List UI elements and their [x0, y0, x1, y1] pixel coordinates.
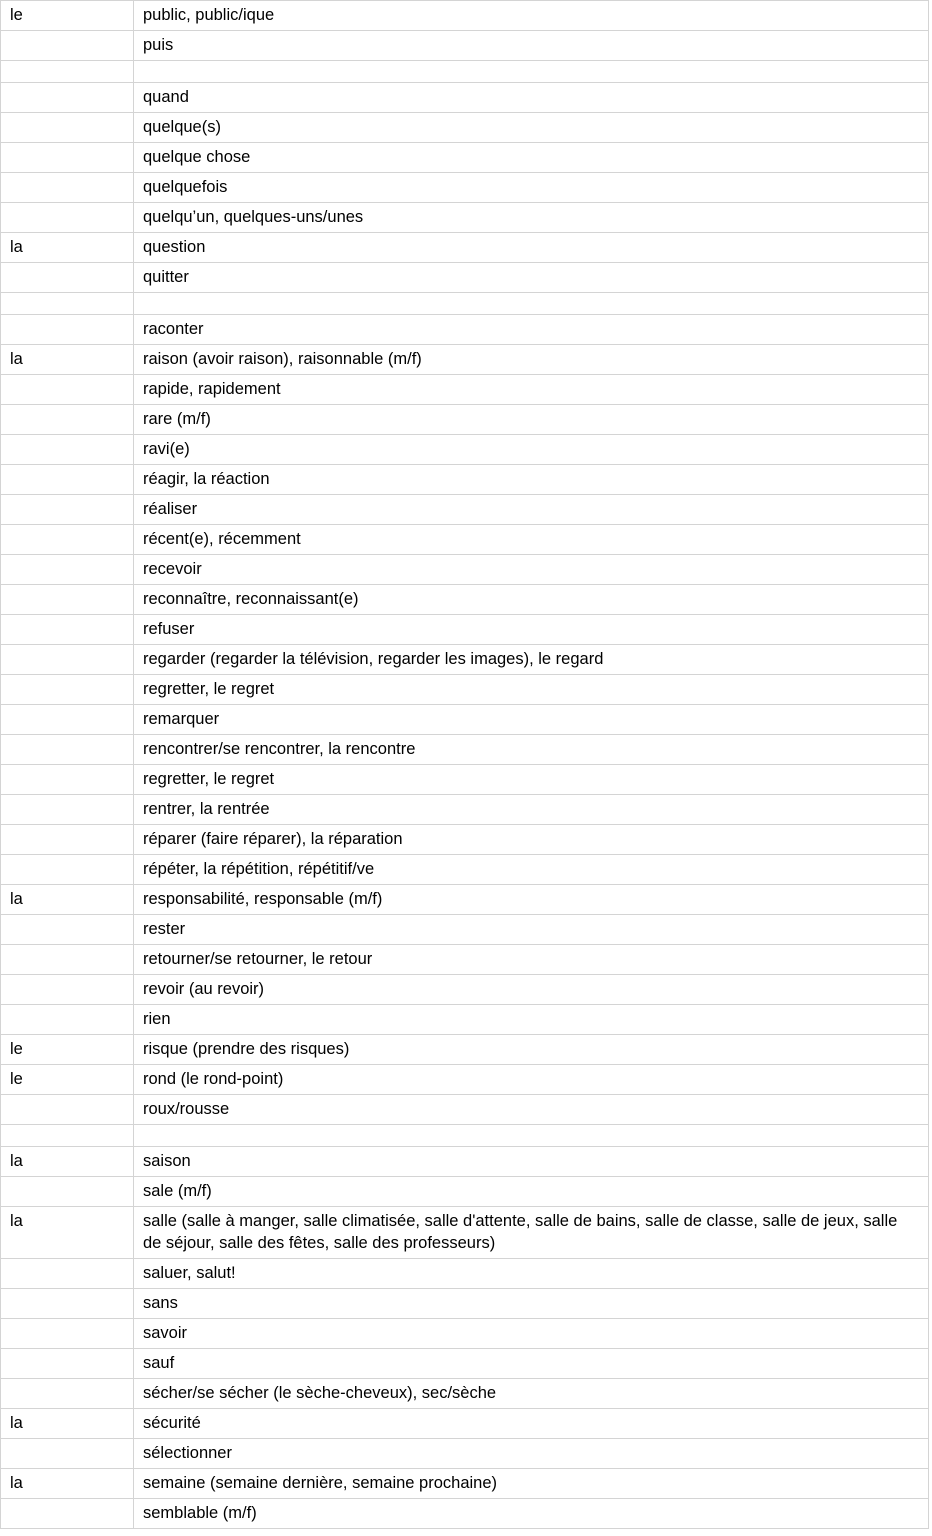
article-cell	[1, 705, 134, 735]
term-cell: ravi(e)	[134, 435, 929, 465]
article-cell	[1, 645, 134, 675]
table-row	[1, 315, 929, 345]
term-cell	[134, 61, 929, 83]
article-cell	[1, 465, 134, 495]
table-row	[1, 945, 929, 975]
article-cell: la	[1, 1469, 134, 1499]
table-row	[1, 1379, 929, 1409]
term-cell: regarder (regarder la télévision, regarder les images), le regard	[134, 645, 929, 675]
article-cell: la	[1, 1409, 134, 1439]
article-cell	[1, 315, 134, 345]
term-cell: savoir	[134, 1319, 929, 1349]
term-cell: rencontrer/se rencontrer, la rencontre	[134, 735, 929, 765]
term-cell: rond (le rond-point)	[134, 1065, 929, 1095]
term-cell: saison	[134, 1147, 929, 1177]
table-row	[1, 1469, 929, 1499]
table-row	[1, 233, 929, 263]
vocabulary-table-body	[1, 1, 929, 1529]
table-row	[1, 1035, 929, 1065]
term-cell: reconnaître, reconnaissant(e)	[134, 585, 929, 615]
term-cell: quitter	[134, 263, 929, 293]
term-cell: risque (prendre des risques)	[134, 1035, 929, 1065]
article-cell	[1, 585, 134, 615]
table-row	[1, 1147, 929, 1177]
term-cell: quand	[134, 83, 929, 113]
article-cell	[1, 435, 134, 465]
term-cell: roux/rousse	[134, 1095, 929, 1125]
table-row	[1, 495, 929, 525]
term-cell: responsabilité, responsable (m/f)	[134, 885, 929, 915]
table-row	[1, 405, 929, 435]
table-row	[1, 885, 929, 915]
table-row	[1, 1289, 929, 1319]
table-row	[1, 975, 929, 1005]
article-cell	[1, 143, 134, 173]
table-row	[1, 31, 929, 61]
term-cell: quelquefois	[134, 173, 929, 203]
article-cell	[1, 1319, 134, 1349]
table-row	[1, 203, 929, 233]
term-cell: retourner/se retourner, le retour	[134, 945, 929, 975]
article-cell	[1, 203, 134, 233]
term-cell: réparer (faire réparer), la réparation	[134, 825, 929, 855]
article-cell	[1, 1177, 134, 1207]
article-cell	[1, 1095, 134, 1125]
table-row	[1, 585, 929, 615]
term-cell: refuser	[134, 615, 929, 645]
article-cell	[1, 61, 134, 83]
table-row	[1, 645, 929, 675]
article-cell	[1, 825, 134, 855]
article-cell: le	[1, 1065, 134, 1095]
article-cell	[1, 83, 134, 113]
table-row	[1, 83, 929, 113]
term-cell: raison (avoir raison), raisonnable (m/f)	[134, 345, 929, 375]
term-cell: puis	[134, 31, 929, 61]
article-cell	[1, 615, 134, 645]
article-cell	[1, 1259, 134, 1289]
table-row	[1, 855, 929, 885]
term-cell: sans	[134, 1289, 929, 1319]
term-cell: public, public/ique	[134, 1, 929, 31]
term-cell: raconter	[134, 315, 929, 345]
article-cell: la	[1, 345, 134, 375]
article-cell	[1, 1499, 134, 1529]
article-cell	[1, 293, 134, 315]
table-row	[1, 1065, 929, 1095]
term-cell: quelqu’un, quelques-uns/unes	[134, 203, 929, 233]
table-row	[1, 615, 929, 645]
table-row	[1, 1005, 929, 1035]
article-cell	[1, 735, 134, 765]
table-row	[1, 525, 929, 555]
table-row	[1, 915, 929, 945]
table-row	[1, 1095, 929, 1125]
table-row	[1, 375, 929, 405]
article-cell	[1, 113, 134, 143]
article-cell	[1, 675, 134, 705]
table-row	[1, 1, 929, 31]
table-row	[1, 1409, 929, 1439]
article-cell	[1, 405, 134, 435]
term-cell: rare (m/f)	[134, 405, 929, 435]
article-cell	[1, 765, 134, 795]
table-row	[1, 173, 929, 203]
term-cell: sélectionner	[134, 1439, 929, 1469]
table-row	[1, 1349, 929, 1379]
article-cell	[1, 31, 134, 61]
table-row	[1, 1125, 929, 1147]
term-cell: revoir (au revoir)	[134, 975, 929, 1005]
term-cell	[134, 293, 929, 315]
term-cell: regretter, le regret	[134, 675, 929, 705]
term-cell: regretter, le regret	[134, 765, 929, 795]
term-cell: recevoir	[134, 555, 929, 585]
term-cell: quelque chose	[134, 143, 929, 173]
table-row	[1, 1259, 929, 1289]
term-cell: quelque(s)	[134, 113, 929, 143]
article-cell: le	[1, 1035, 134, 1065]
term-cell: sécher/se sécher (le sèche-cheveux), sec/sèche	[134, 1379, 929, 1409]
article-cell	[1, 945, 134, 975]
term-cell: récent(e), récemment	[134, 525, 929, 555]
table-row	[1, 705, 929, 735]
article-cell: le	[1, 1, 134, 31]
article-cell	[1, 855, 134, 885]
article-cell	[1, 555, 134, 585]
article-cell	[1, 1349, 134, 1379]
article-cell	[1, 795, 134, 825]
table-row	[1, 1177, 929, 1207]
term-cell: répéter, la répétition, répétitif/ve	[134, 855, 929, 885]
table-row	[1, 1319, 929, 1349]
term-cell: remarquer	[134, 705, 929, 735]
term-cell: réaliser	[134, 495, 929, 525]
article-cell	[1, 1379, 134, 1409]
table-row	[1, 143, 929, 173]
article-cell	[1, 1125, 134, 1147]
article-cell	[1, 1439, 134, 1469]
term-cell: saluer, salut!	[134, 1259, 929, 1289]
term-cell: sale (m/f)	[134, 1177, 929, 1207]
table-row	[1, 735, 929, 765]
table-row	[1, 765, 929, 795]
table-row	[1, 465, 929, 495]
table-row	[1, 113, 929, 143]
table-row	[1, 795, 929, 825]
table-row	[1, 435, 929, 465]
article-cell	[1, 525, 134, 555]
table-row	[1, 293, 929, 315]
table-row	[1, 825, 929, 855]
article-cell: la	[1, 1207, 134, 1259]
article-cell: la	[1, 885, 134, 915]
table-row	[1, 555, 929, 585]
article-cell	[1, 375, 134, 405]
table-row	[1, 675, 929, 705]
term-cell: question	[134, 233, 929, 263]
term-cell: sécurité	[134, 1409, 929, 1439]
article-cell	[1, 1289, 134, 1319]
table-row	[1, 1499, 929, 1529]
term-cell: sauf	[134, 1349, 929, 1379]
term-cell	[134, 1125, 929, 1147]
article-cell	[1, 915, 134, 945]
article-cell: la	[1, 1147, 134, 1177]
term-cell: rester	[134, 915, 929, 945]
term-cell: rentrer, la rentrée	[134, 795, 929, 825]
article-cell	[1, 975, 134, 1005]
article-cell	[1, 263, 134, 293]
article-cell	[1, 1005, 134, 1035]
term-cell: réagir, la réaction	[134, 465, 929, 495]
term-cell: semaine (semaine dernière, semaine prochaine)	[134, 1469, 929, 1499]
article-cell	[1, 495, 134, 525]
table-row	[1, 1207, 929, 1259]
term-cell: rapide, rapidement	[134, 375, 929, 405]
term-cell: semblable (m/f)	[134, 1499, 929, 1529]
term-cell: rien	[134, 1005, 929, 1035]
term-cell: salle (salle à manger, salle climatisée, salle d'attente, salle de bains, salle de classe, salle de jeux, salle de séjour, salle des fêtes, salle des professeurs)	[134, 1207, 929, 1259]
article-cell: la	[1, 233, 134, 263]
table-row	[1, 263, 929, 293]
table-row	[1, 345, 929, 375]
table-row	[1, 1439, 929, 1469]
table-row	[1, 61, 929, 83]
article-cell	[1, 173, 134, 203]
